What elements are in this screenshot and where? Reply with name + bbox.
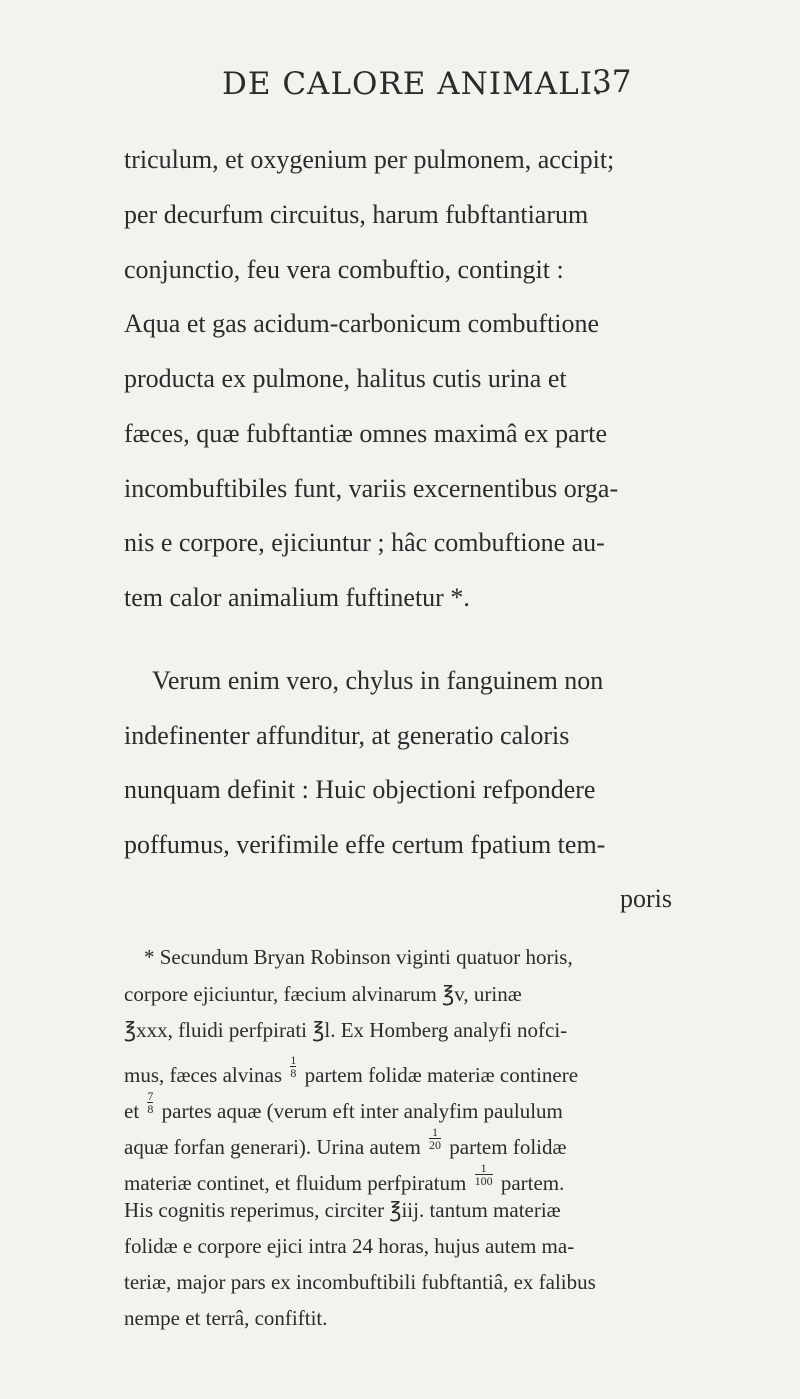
page-header	[0, 58, 800, 118]
footnote-line: corpore ejiciuntur, fæcium alvinarum ℥v, urinæ	[124, 982, 522, 1006]
text-line: fæces, quæ fubftantiæ omnes maximâ ex parte	[124, 419, 608, 448]
footnote-text: et	[124, 1098, 140, 1123]
fraction-seven-eighths: $\frac{7}{8}$	[147, 1089, 154, 1116]
footnote-text: partem.	[500, 1170, 565, 1195]
running-title: DE CALORE ANIMALI.	[222, 66, 604, 102]
footnote-line: * Secundum Bryan Robinson viginti quatuor horis,	[144, 945, 573, 969]
footnote-text: materiæ continet, et fluidum perfpiratum	[124, 1170, 467, 1195]
footnote-text: aquæ forfan generari). Urina autem	[124, 1134, 421, 1159]
text-line: producta ex pulmone, halitus cutis urina et	[124, 364, 567, 393]
footnote-line: folidæ e corpore ejici intra 24 horas, hujus autem ma-	[124, 1234, 575, 1258]
text-line: indefinenter affunditur, at generatio caloris	[124, 721, 570, 750]
text-line: per decurfum circuitus, harum fubftantiarum	[124, 200, 589, 229]
footnote-text: partes aquæ (verum eft inter analyfim paululum	[161, 1098, 563, 1123]
text-line: nis e corpore, ejiciuntur ; hâc combuftione au-	[124, 528, 605, 557]
text-line: Aqua et gas acidum-carbonicum combuftione	[124, 309, 600, 338]
footnote-text: partem folidæ	[449, 1134, 567, 1159]
fraction-one-hundredth: $\frac{1}{100}$	[474, 1161, 493, 1188]
text-line: Verum enim vero, chylus in fanguinem non	[152, 666, 604, 695]
fraction-one-eighth: $\frac{1}{8}$	[290, 1053, 297, 1080]
text-line: incombuftibiles funt, variis excernentibus orga-	[124, 474, 619, 503]
footnote-line: teriæ, major pars ex incombuftibili fubftantiâ, ex falibus	[124, 1270, 596, 1294]
catchword: poris	[620, 884, 672, 913]
footnote-line	[124, 1090, 563, 1124]
footnote-text: mus, fæces alvinas	[124, 1062, 283, 1087]
text-line: poffumus, verifimile effe certum fpatium tem-	[124, 830, 606, 859]
footnote-line: nempe et terrâ, confiftit.	[124, 1306, 328, 1330]
text-line: nunquam definit : Huic objectioni refpondere	[124, 775, 596, 804]
text-line: tem calor animalium fuftinetur *.	[124, 583, 470, 612]
text-line: conjunctio, feu vera combuftio, contingit :	[124, 255, 564, 284]
footnote-line: ℥xxx, fluidi perfpirati ℥l. Ex Homberg analyfi nofci-	[124, 1018, 568, 1042]
footnote-text: partem folidæ materiæ continere	[304, 1062, 579, 1087]
footnote-line	[124, 1054, 578, 1088]
page-number: 37	[592, 64, 632, 100]
footnote-line: His cognitis reperimus, circiter ℥iij. tantum materiæ	[124, 1198, 561, 1222]
footnote-line	[124, 1126, 567, 1160]
footnote-line	[124, 1162, 564, 1196]
fraction-one-twentieth: $\frac{1}{20}$	[429, 1125, 442, 1152]
text-line: triculum, et oxygenium per pulmonem, accipit;	[124, 145, 615, 174]
